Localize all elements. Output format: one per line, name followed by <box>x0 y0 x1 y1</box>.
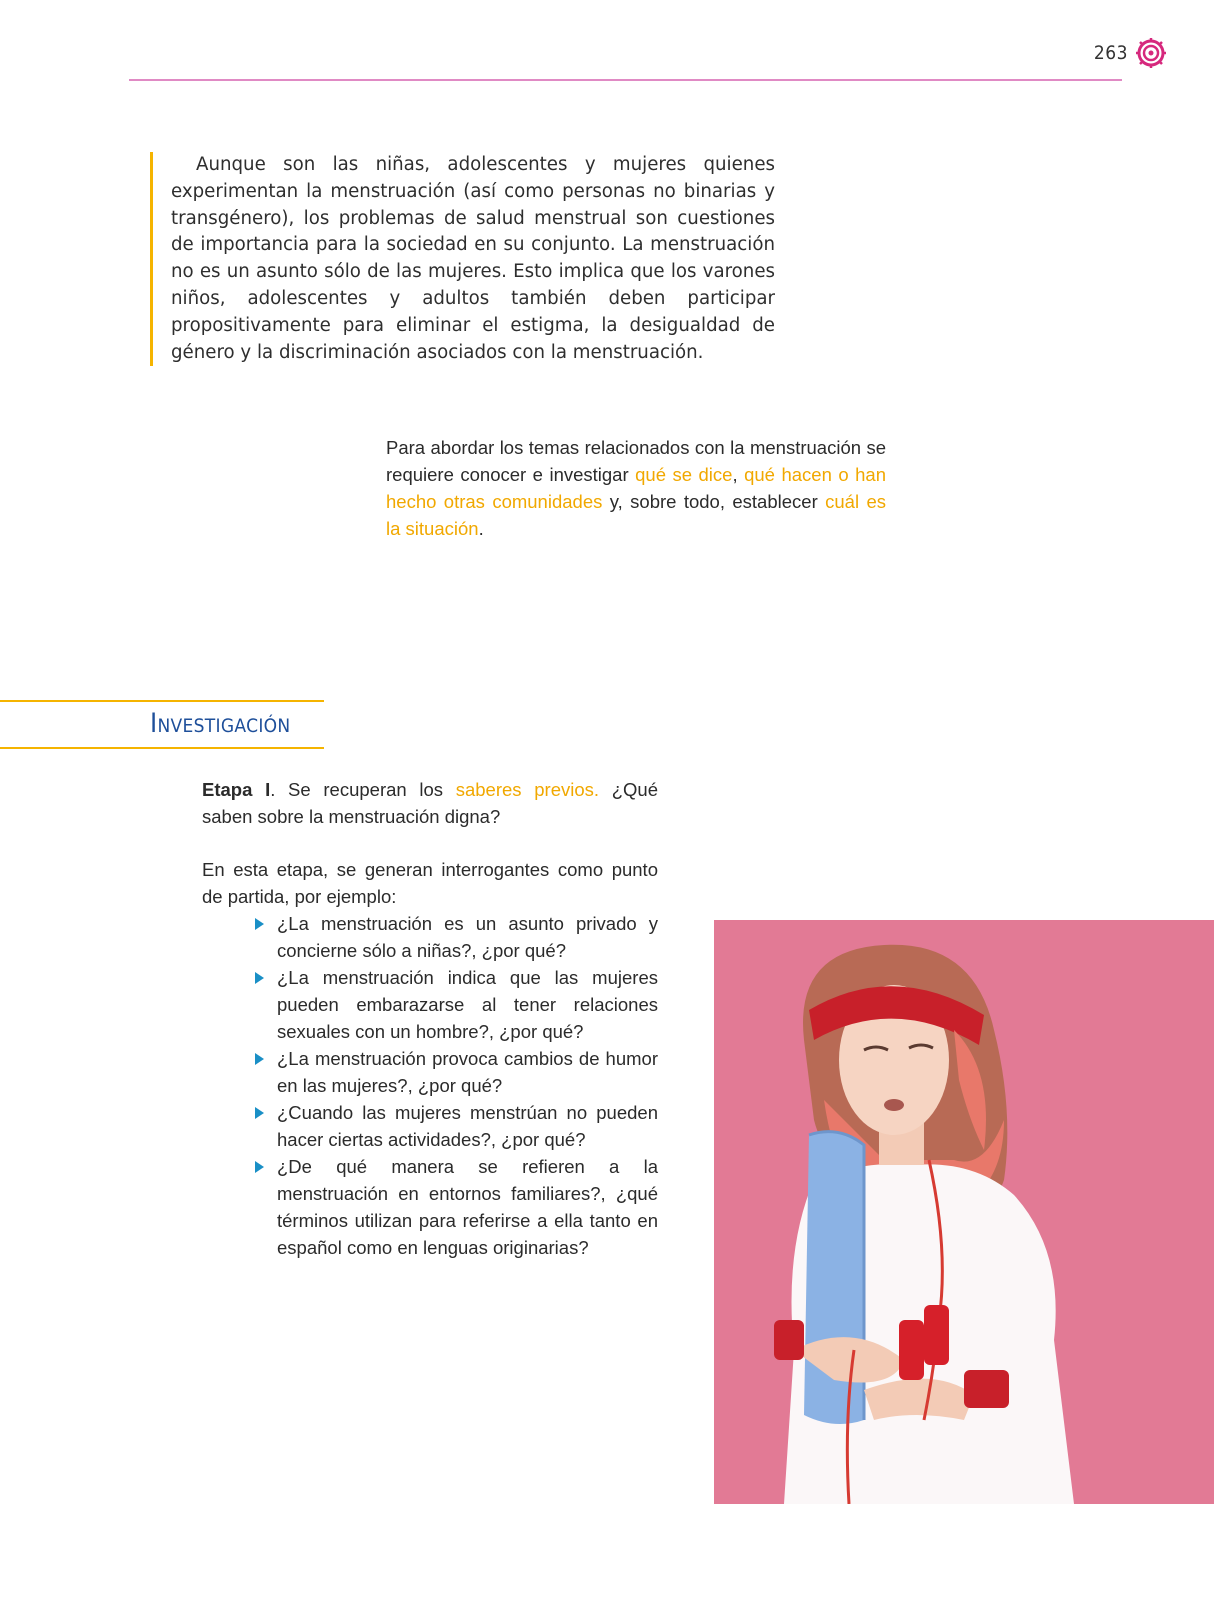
callout-highlight-2: qué hacen o han hecho otras comunidades <box>386 464 886 512</box>
list-item <box>277 964 658 1045</box>
callout-part-2: , <box>732 464 745 485</box>
callout-highlight-3: cuál es la situación <box>386 491 887 539</box>
callout-part-1: Para abordar los temas relacionados con la menstruación se requiere conocer e investigar <box>386 437 886 485</box>
questions-list <box>202 910 658 1261</box>
stage-label: Etapa I <box>202 779 271 800</box>
intro-block <box>150 152 775 366</box>
list-item <box>277 1099 658 1153</box>
bullet-triangle-icon <box>255 918 264 930</box>
stage-highlight: saberes previos. <box>455 779 600 800</box>
list-item <box>277 1153 658 1261</box>
question-text: ¿La menstruación provoca cambios de humor en las mujeres?, ¿por qué? <box>277 1048 658 1096</box>
header-rule <box>129 79 1122 81</box>
page-number: 263 <box>1093 42 1128 64</box>
section-title <box>150 708 291 739</box>
questions-intro: En esta etapa, se generan interrogantes como punto de partida, por ejemplo: <box>202 859 658 907</box>
question-text: ¿De qué manera se refieren a la menstruación en entornos familiares?, ¿qué términos utilizan para referirse a ella tanto en español como en lenguas originarias? <box>277 1156 658 1258</box>
question-text: ¿Cuando las mujeres menstrúan no pueden hacer ciertas actividades?, ¿por qué? <box>277 1102 658 1150</box>
callout-text <box>386 434 886 542</box>
section-rule-bottom <box>0 747 324 749</box>
section-title-rest: nvestigación <box>157 708 291 739</box>
stage-paragraph <box>202 776 658 830</box>
bullet-triangle-icon <box>255 972 264 984</box>
callout-highlight-1: qué se dice <box>635 464 733 485</box>
list-item <box>277 910 658 964</box>
photo-girl-menstrual-pain <box>714 920 1214 1504</box>
section-rule-top <box>0 700 324 702</box>
list-item <box>277 1045 658 1099</box>
callout-part-4: . <box>478 518 484 539</box>
intro-paragraph: Aunque son las niñas, adolescentes y mujeres quienes experimentan la menstruación (así como personas no binarias y transgénero), los problemas de salud menstrual son cuestiones de importancia para la sociedad en su conjunto. La menstruación no es un asunto sólo de las mujeres. Esto implica que los varones niños, adolescentes y adultos también deben participar propositivamente para eliminar el estigma, la desigualdad de género y la discriminación asociados con la menstruación. <box>171 154 775 363</box>
stage-question: ¿Qué saben sobre la menstruación digna? <box>202 779 658 827</box>
callout-part-3: y, sobre todo, establecer <box>602 491 826 512</box>
bullet-triangle-icon <box>255 1107 264 1119</box>
question-text: ¿La menstruación indica que las mujeres pueden embarazarse al tener relaciones sexuales con un hombre?, ¿por qué? <box>277 967 658 1042</box>
bullet-triangle-icon <box>255 1053 264 1065</box>
section-title-initial: I <box>150 708 158 739</box>
investigation-content <box>202 776 658 1261</box>
spiral-ornament-icon <box>1136 38 1166 68</box>
bullet-triangle-icon <box>255 1161 264 1173</box>
stage-after-label: . Se recuperan los <box>270 779 456 800</box>
question-text: ¿La menstruación es un asunto privado y concierne sólo a niñas?, ¿por qué? <box>277 913 658 961</box>
photo-illustration <box>714 920 1214 1504</box>
